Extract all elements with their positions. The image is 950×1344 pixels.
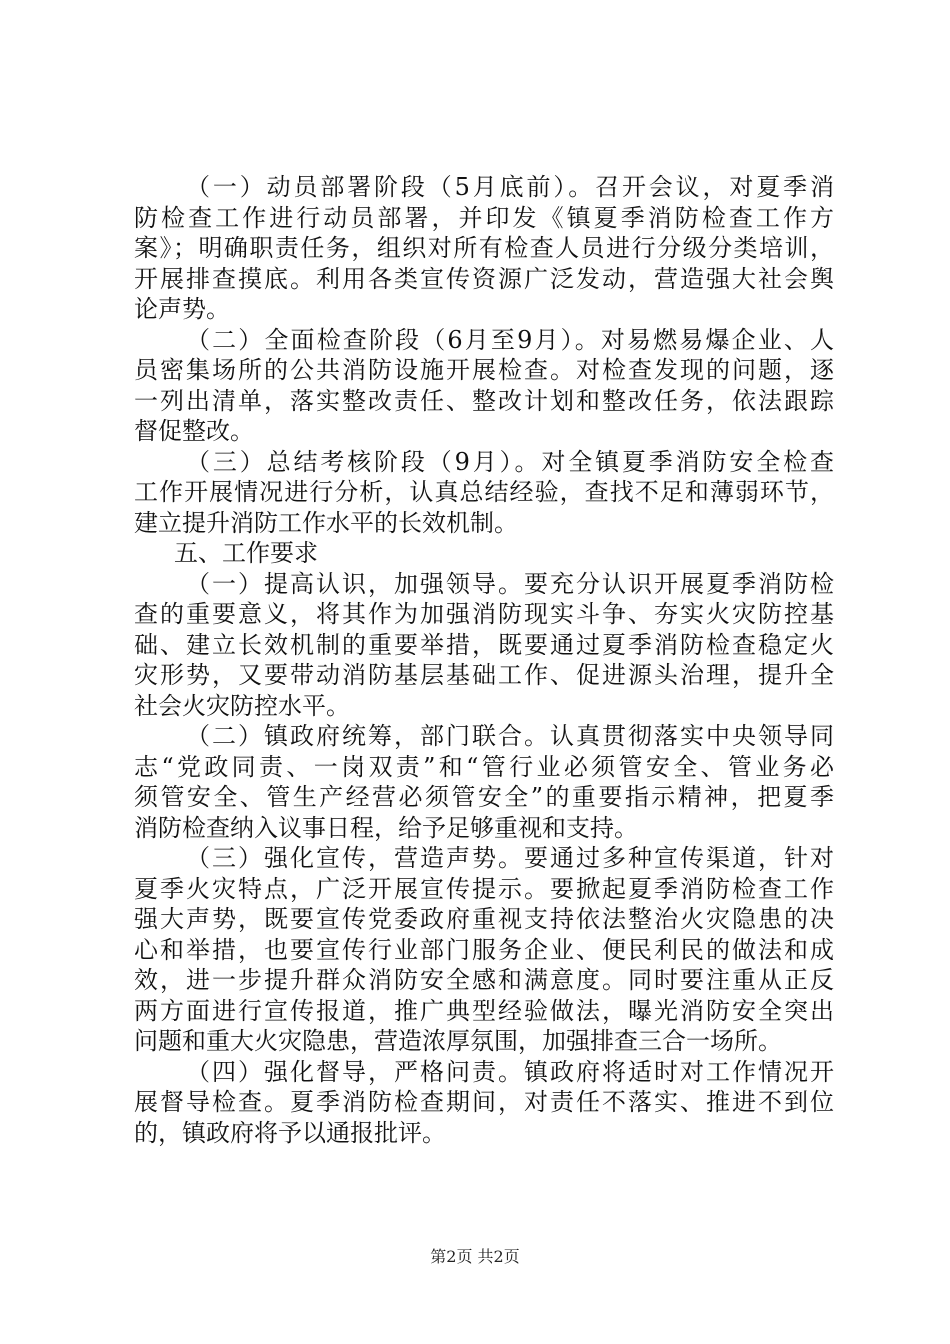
text-line: 建立提升消防工作水平的长效机制。 — [134, 508, 518, 537]
text-line: 问题和重大火灾隐患，营造浓厚氛围，加强排查三合一场所。 — [134, 1027, 782, 1055]
text-line: 开展排查摸底。利用各类宣传资源广泛发动，营造强大社会舆 — [134, 264, 834, 293]
text-line: （二）全面检查阶段（6月至9月）。对易燃易爆企业、人 — [186, 325, 834, 354]
text-line: 效，进一步提升群众消防安全感和满意度。同时要注重从正反 — [134, 966, 834, 994]
text-line: 员密集场所的公共消防设施开展检查。对检查发现的问题，逐 — [134, 356, 834, 384]
text-line: （一）动员部署阶段（5月底前）。召开会议，对夏季消 — [186, 173, 834, 201]
text-line: 两方面进行宣传报道，推广典型经验做法，曝光消防安全突出 — [134, 996, 834, 1025]
text-line: 案》；明确职责任务，组织对所有检查人员进行分级分类培训， — [134, 234, 834, 262]
text-line: 灾形势，又要带动消防基层基础工作、促进源头治理，提升全 — [134, 661, 834, 689]
paragraph-req-4 — [134, 1057, 834, 1149]
text-line: 础、建立长效机制的重要举措，既要通过夏季消防检查稳定火 — [134, 630, 834, 659]
text-line: 查的重要意义，将其作为加强消防现实斗争、夯实火灾防控基 — [134, 600, 834, 628]
text-line: 工作开展情况进行分析，认真总结经验，查找不足和薄弱环节， — [134, 478, 834, 506]
text-line: （二）镇政府统筹，部门联合。认真贯彻落实中央领导同 — [186, 722, 834, 750]
text-line: 社会火灾防控水平。 — [134, 691, 350, 720]
text-line: 消防检查纳入议事日程，给予足够重视和支持。 — [134, 813, 638, 842]
text-line: （三）总结考核阶段（9月）。对全镇夏季消防安全检查 — [186, 447, 834, 476]
paragraph-stage-3 — [134, 447, 834, 539]
text-line: 的，镇政府将予以通报批评。 — [134, 1118, 446, 1147]
page-footer — [0, 1247, 950, 1267]
text-line: 论声势。 — [134, 295, 230, 323]
text-line: 防检查工作进行动员部署，并印发《镇夏季消防检查工作方 — [134, 203, 834, 232]
document-body — [134, 172, 834, 1148]
paragraph-req-1 — [134, 569, 834, 722]
text-line: 强大声势，既要宣传党委政府重视支持依法整治火灾隐患的决 — [134, 905, 834, 933]
text-line: （三）强化宣传，营造声势。要通过多种宣传渠道，针对 — [186, 844, 834, 872]
paragraph-stage-1 — [134, 172, 834, 325]
text-line: 志“党政同责、一岗双责”和“管行业必须管安全、管业务必 — [134, 752, 834, 781]
paragraph-req-2 — [134, 721, 834, 843]
text-line: 督促整改。 — [134, 417, 254, 445]
text-line: 夏季火灾特点，广泛开展宣传提示。要掀起夏季消防检查工作 — [134, 874, 834, 903]
page-number-label: 第2页 共2页 — [430, 1247, 520, 1266]
text-line: 心和举措，也要宣传行业部门服务企业、便民利民的做法和成 — [134, 935, 834, 964]
text-line: 一列出清单，落实整改责任、整改计划和整改任务，依法跟踪 — [134, 386, 834, 415]
heading-line: 五、工作要求 — [174, 539, 318, 567]
section-heading — [134, 538, 834, 569]
paragraph-req-3 — [134, 843, 834, 1057]
text-line: 展督导检查。夏季消防检查期间，对责任不落实、推进不到位 — [134, 1088, 834, 1116]
text-line: （一）提高认识，加强领导。要充分认识开展夏季消防检 — [186, 569, 834, 598]
text-line: 须管安全、管生产经营必须管安全”的重要指示精神，把夏季 — [134, 783, 834, 811]
text-line: （四）强化督导，严格问责。镇政府将适时对工作情况开 — [186, 1057, 834, 1086]
paragraph-stage-2 — [134, 325, 834, 447]
